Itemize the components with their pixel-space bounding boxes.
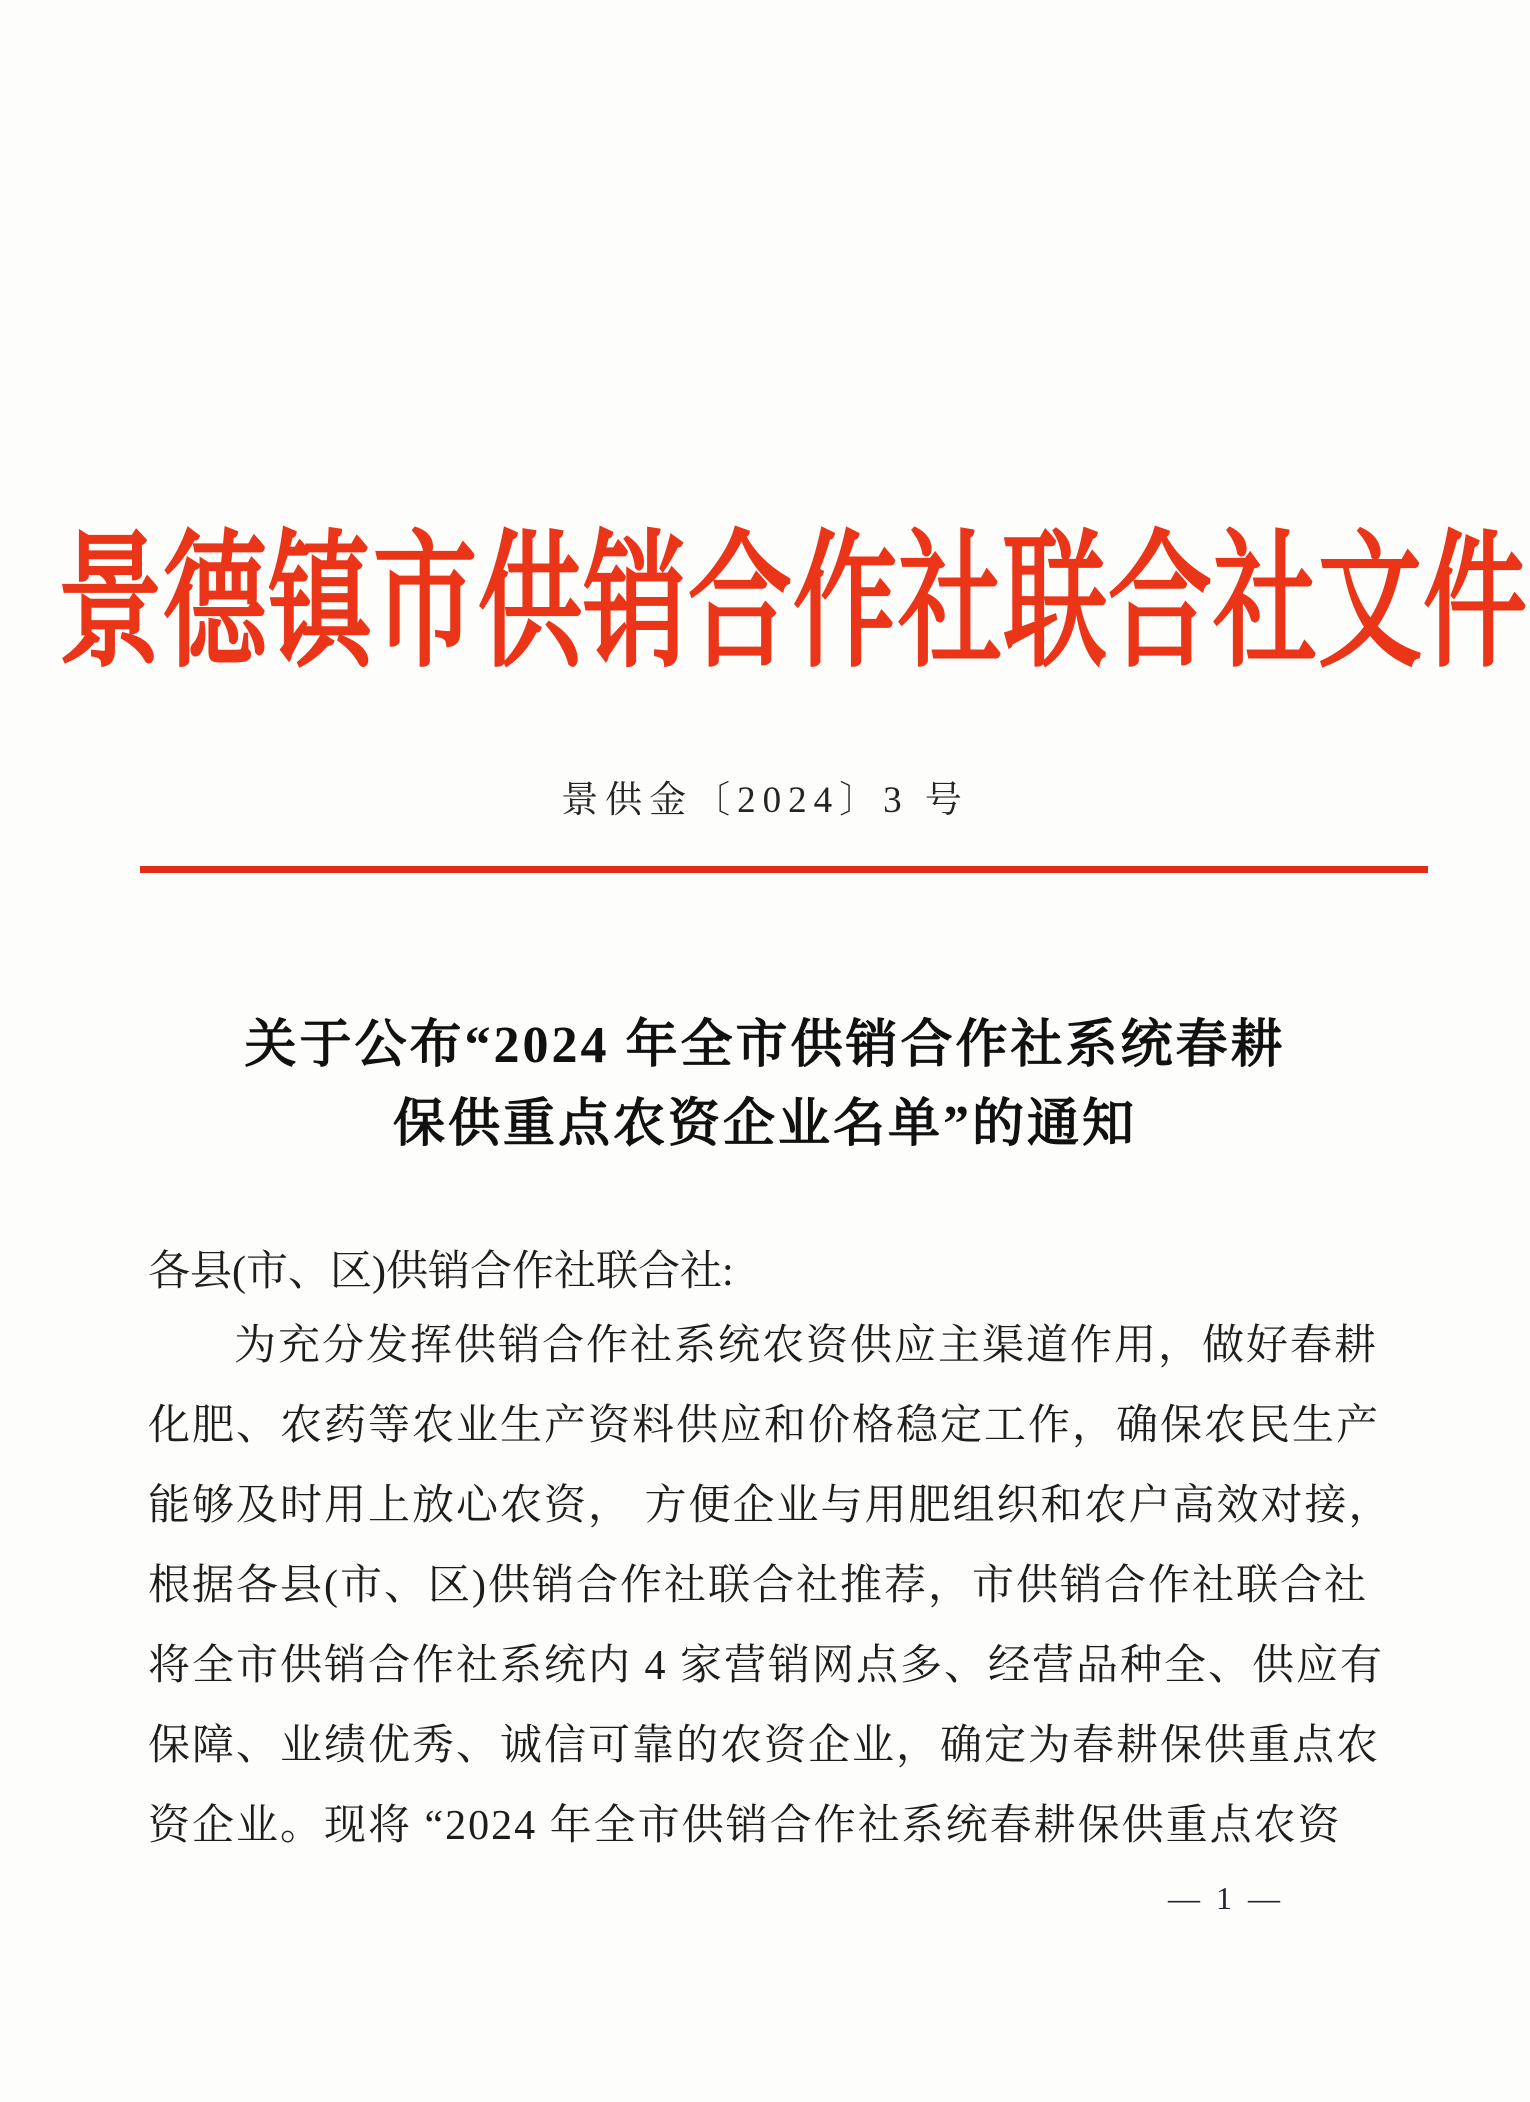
- body-line: 能够及时用上放心农资， 方便企业与用肥组织和农户高效对接，: [148, 1483, 1393, 1529]
- red-divider-line: [140, 866, 1428, 873]
- body-line: 资企业。现将 “2024 年全市供销合作社系统春耕保供重点农资: [148, 1803, 1342, 1849]
- body-line: 将全市供销合作社系统内 4 家营销网点多、经营品种全、供应有: [148, 1643, 1385, 1689]
- body-line: 根据各县(市、区)供销合作社联合社推荐，市供销合作社联合社: [148, 1563, 1368, 1609]
- notice-title: [0, 1006, 1530, 1164]
- document-masthead-title: 景德镇市供销合作社联合社文件: [57, 520, 1528, 686]
- body-line: 保障、业绩优秀、诚信可靠的农资企业，确定为春耕保供重点农: [148, 1723, 1381, 1769]
- document-number: 景供金〔2024〕3 号: [561, 780, 969, 821]
- notice-title-line2: 保供重点农资企业名单”的通知: [392, 1096, 1137, 1153]
- body-line: 为充分发挥供销合作社系统农资供应主渠道作用，做好春耕: [234, 1323, 1379, 1369]
- body-paragraph: [148, 1306, 1392, 1866]
- body-line: 化肥、农药等农业生产资料供应和价格稳定工作，确保农民生产: [148, 1403, 1381, 1449]
- notice-title-line1: 关于公布“2024 年全市供销合作社系统春耕: [244, 1017, 1286, 1074]
- salutation: 各县(市、区)供销合作社联合社:: [148, 1249, 734, 1295]
- page-number: — 1 —: [1168, 1880, 1284, 1916]
